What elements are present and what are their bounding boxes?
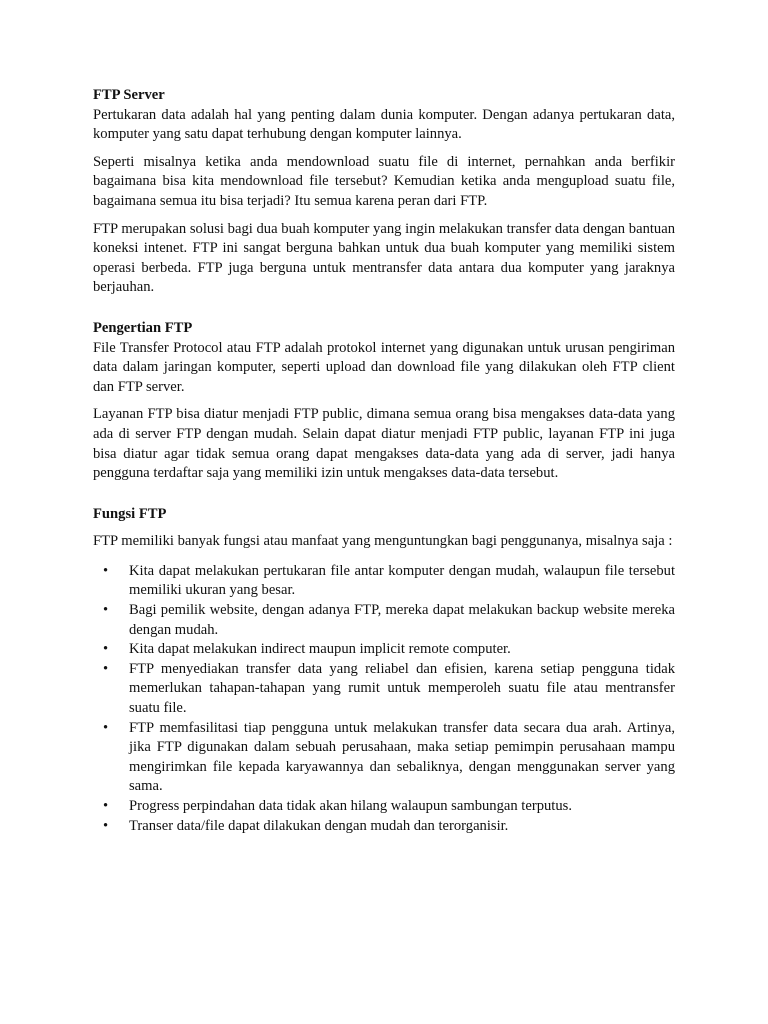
list-item (93, 601, 675, 640)
paragraph: File Transfer Protocol atau FTP adalah protokol internet yang digunakan untuk urusan pengiriman data dalam jaringan komputer, seperti upload dan download file yang dilakukan oleh FTP client dan FTP server. (93, 339, 675, 395)
bullet-icon: • (103, 562, 109, 579)
paragraph: Pertukaran data adalah hal yang penting dalam dunia komputer. Dengan adanya pertukaran data, komputer yang satu dapat terhubung dengan komputer lainnya. (93, 106, 675, 143)
list-item (93, 817, 675, 837)
section-heading: Pengertian FTP (93, 319, 193, 336)
paragraph: Layanan FTP bisa diatur menjadi FTP public, dimana semua orang bisa mengakses data-data yang ada di server FTP dengan mudah. Selain dapat diatur menjadi FTP public, layanan FTP ini juga bisa diatur agar tidak semua orang dapat mengakses data-data yang ada di server, jadi hanya pengguna terdaftar saja yang memiliki izin untuk mengakses data-data tersebut. (93, 406, 675, 482)
list-item-text: Progress perpindahan data tidak akan hilang walaupun sambungan terputus. (129, 798, 572, 814)
paragraph: Seperti misalnya ketika anda mendownload suatu file di internet, pernahkan anda berfikir bagaimana bisa kita mendownload file tersebut? Kemudian ketika anda mengupload suatu file, bagaimana semua itu bisa terjadi? Itu semua karena peran dari FTP. (93, 153, 675, 209)
section-ftp-server (93, 86, 675, 298)
list-item-text: FTP menyediakan transfer data yang reliabel dan efisien, karena setiap pengguna tidak memerlukan tahapan-tahapan yang rumit untuk memperoleh suatu file atau mentransfer suatu file. (129, 660, 675, 717)
list-item (93, 660, 675, 719)
bullet-icon: • (103, 817, 109, 834)
list-item (93, 797, 675, 817)
section-fungsi-ftp (93, 505, 675, 837)
bullet-icon: • (103, 602, 109, 619)
list-item (93, 562, 675, 601)
paragraph: FTP merupakan solusi bagi dua buah komputer yang ingin melakukan transfer data dengan bantuan koneksi intenet. FTP ini sangat berguna bahkan untuk dua buah komputer yang memiliki sistem operasi berbeda. FTP juga berguna untuk mentransfer data antara dua komputer yang jaraknya berjauhan. (93, 220, 675, 296)
bullet-list (93, 562, 675, 836)
paragraph-intro: FTP memiliki banyak fungsi atau manfaat yang menguntungkan bagi penggunanya, misalnya saja : (93, 533, 673, 550)
list-item-text: FTP memfasilitasi tiap pengguna untuk melakukan transfer data secara dua arah. Artinya, jika FTP digunakan dalam sebuah perusahaan, maka setiap pemimpin perusahaan mampu mengirimkan file kepada karyawannya dan sebaliknya, dengan menggunakan server yang sama. (129, 719, 675, 795)
bullet-icon: • (103, 660, 109, 677)
bullet-icon: • (103, 798, 109, 814)
list-item (93, 640, 675, 660)
document-page (93, 86, 675, 836)
list-item-text: Kita dapat melakukan indirect maupun implicit remote computer. (129, 641, 511, 658)
list-item-text: Bagi pemilik website, dengan adanya FTP, mereka dapat melakukan backup website mereka dengan mudah. (129, 602, 675, 638)
section-heading: FTP Server (93, 87, 165, 103)
section-pengertian-ftp (93, 319, 675, 484)
list-item-text: Kita dapat melakukan pertukaran file antar komputer dengan mudah, walaupun file tersebut memiliki ukuran yang besar. (129, 562, 675, 599)
bullet-icon: • (103, 641, 109, 658)
section-heading: Fungsi FTP (93, 505, 167, 522)
list-item (93, 719, 675, 797)
list-item-text: Transer data/file dapat dilakukan dengan mudah dan terorganisir. (129, 817, 509, 834)
bullet-icon: • (103, 719, 109, 736)
